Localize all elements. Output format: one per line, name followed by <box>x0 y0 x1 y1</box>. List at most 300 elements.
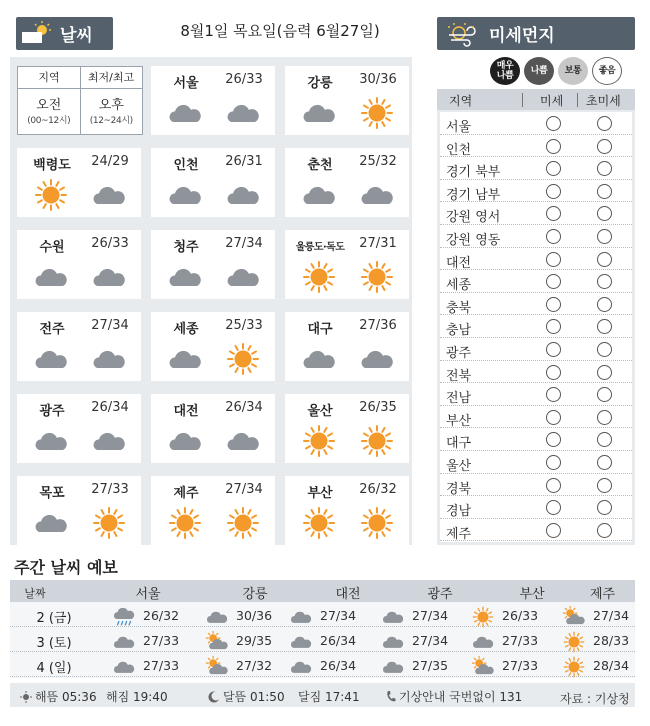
weekly-head-city: 제주 <box>589 587 616 602</box>
pm-weather <box>91 178 127 212</box>
city-card <box>151 394 275 463</box>
city-temp: 27/33 <box>91 482 129 497</box>
sun-icon <box>359 424 395 458</box>
cloud-icon <box>380 631 406 653</box>
cloud-icon <box>167 260 203 294</box>
sun-icon <box>561 631 587 653</box>
dust-region-name: 제주 <box>446 526 472 542</box>
city-card <box>151 312 275 381</box>
legend-pm: 오후 <box>98 98 124 113</box>
data-source: 자료 : 기상청 <box>560 692 630 706</box>
dust-region-name: 세종 <box>446 278 472 294</box>
weekly-temp: 27/34 <box>412 633 449 648</box>
city-name: 세종 <box>173 322 199 337</box>
pm25-status-circle <box>597 252 612 267</box>
cloud-icon <box>225 260 261 294</box>
sun-icon <box>359 506 395 540</box>
city-name: 울산 <box>307 404 333 419</box>
dust-region-name: 서울 <box>446 120 472 135</box>
city-name: 제주 <box>173 486 199 501</box>
pm-weather <box>359 96 395 130</box>
dust-level-very-bad: 매우 나쁨 <box>490 57 520 85</box>
weekly-temp: 26/34 <box>320 658 357 673</box>
cloud-icon <box>359 178 395 212</box>
pm10-status-circle <box>546 319 561 334</box>
city-temp: 26/34 <box>225 400 263 415</box>
pm25-status-circle <box>597 274 612 289</box>
cloud-icon <box>91 260 127 294</box>
pm25-status-circle <box>597 455 612 470</box>
sun-icon <box>301 424 337 458</box>
weekly-cell <box>198 629 288 651</box>
weekly-temp: 28/34 <box>593 658 630 673</box>
pm-weather <box>359 342 395 376</box>
weekly-temp: 26/33 <box>502 608 539 623</box>
weekly-temp: 27/35 <box>412 658 449 673</box>
dust-table-header <box>437 89 635 110</box>
am-weather <box>167 342 203 376</box>
weekly-table <box>10 602 635 678</box>
dust-row <box>440 474 632 497</box>
cloud-icon <box>301 342 337 376</box>
weekly-temp: 27/33 <box>143 658 180 673</box>
city-name: 인천 <box>173 158 199 173</box>
dust-region-name: 인천 <box>446 142 472 158</box>
dust-region-name: 부산 <box>446 413 472 429</box>
dust-region-name: 전남 <box>446 391 472 407</box>
pm25-status-circle <box>597 116 612 131</box>
pm-weather <box>359 260 395 294</box>
pm10-status-circle <box>546 206 561 221</box>
weekly-temp: 29/35 <box>236 633 273 648</box>
pm25-status-circle <box>597 161 612 176</box>
weekly-temp: 26/34 <box>320 633 357 648</box>
weekly-day: 4 (일) <box>36 661 72 676</box>
pm25-status-circle <box>597 319 612 334</box>
dust-row <box>440 383 632 406</box>
pm25-status-circle <box>597 432 612 447</box>
am-weather <box>33 260 69 294</box>
city-name: 대구 <box>307 322 333 337</box>
weekly-row <box>10 627 635 652</box>
weekly-cell <box>282 629 372 651</box>
city-temp: 26/31 <box>225 154 263 169</box>
phone-icon <box>386 690 396 703</box>
pm10-status-circle <box>546 410 561 425</box>
dust-row <box>440 451 632 474</box>
city-card <box>285 312 409 381</box>
weekly-cell <box>374 604 464 626</box>
city-card <box>17 394 141 463</box>
weekly-temp: 27/33 <box>143 633 180 648</box>
pm10-status-circle <box>546 161 561 176</box>
city-name: 수원 <box>39 240 65 255</box>
pm25-status-circle <box>597 229 612 244</box>
weekly-day: 2 (금) <box>36 611 72 626</box>
city-temp: 27/34 <box>225 236 263 251</box>
date-line: 8월1일 목요일(음력 6월27일) <box>180 22 380 40</box>
pm10-status-circle <box>546 455 561 470</box>
cloud-icon <box>288 631 314 653</box>
city-name: 울릉도·독도 <box>295 242 345 253</box>
dust-row <box>440 248 632 271</box>
pm25-status-circle <box>597 410 612 425</box>
weekly-head-city: 대전 <box>335 587 361 602</box>
sun-cloud-icon <box>16 20 56 48</box>
cloud-icon <box>288 606 314 628</box>
am-weather <box>167 260 203 294</box>
city-card <box>151 230 275 299</box>
city-temp: 27/34 <box>91 318 129 333</box>
weekly-cell <box>282 604 372 626</box>
cloud-icon <box>225 96 261 130</box>
city-temp: 27/31 <box>359 236 397 251</box>
weekly-row <box>10 652 635 677</box>
weekly-head-city: 강릉 <box>242 587 268 602</box>
weekly-cell <box>464 604 554 626</box>
sun-icon <box>470 606 496 628</box>
city-temp: 30/36 <box>359 72 397 87</box>
dust-row <box>440 315 632 338</box>
pm-weather <box>359 506 395 540</box>
weekly-title: 주간 날씨 예보 <box>14 558 118 577</box>
pm25-status-circle <box>597 387 612 402</box>
cloud-icon <box>470 631 496 653</box>
weekly-cell <box>105 604 195 626</box>
dust-region-name: 강원 영동 <box>446 233 501 248</box>
footer-bar <box>10 683 635 707</box>
city-weather-panel <box>10 57 412 545</box>
dust-row <box>440 338 632 361</box>
dust-level-good: 좋음 <box>592 57 622 85</box>
am-weather <box>167 506 203 540</box>
dust-level-bad: 나쁨 <box>524 57 554 85</box>
am-weather <box>301 96 337 130</box>
am-weather <box>301 424 337 458</box>
weekly-cell <box>464 654 554 676</box>
pm-weather <box>91 342 127 376</box>
legend-minmax: 최저/최고 <box>87 71 135 84</box>
sunrise-time: 해뜸 05:36 <box>35 690 97 704</box>
city-temp: 26/33 <box>225 72 263 87</box>
pm10-status-circle <box>546 252 561 267</box>
pm-weather <box>225 178 261 212</box>
rain-icon <box>111 606 137 628</box>
city-temp: 26/35 <box>359 400 397 415</box>
pm-weather <box>225 260 261 294</box>
city-card <box>151 66 275 135</box>
legend-am: 오전 <box>36 98 62 113</box>
pm10-status-circle <box>546 184 561 199</box>
am-weather <box>167 178 203 212</box>
pm10-status-circle <box>546 500 561 515</box>
cloud-icon <box>33 260 69 294</box>
city-card <box>285 148 409 217</box>
dust-row <box>440 202 632 225</box>
am-weather <box>301 342 337 376</box>
city-temp: 27/36 <box>359 318 397 333</box>
weekly-temp: 27/34 <box>412 608 449 623</box>
city-name: 백령도 <box>33 158 71 173</box>
city-name: 대전 <box>173 404 199 419</box>
pm25-status-circle <box>597 523 612 538</box>
pm10-status-circle <box>546 274 561 289</box>
dust-row <box>440 135 632 158</box>
city-card <box>285 66 409 135</box>
weekly-temp: 26/32 <box>143 608 180 623</box>
moonrise-time: 달뜸 01:50 <box>223 690 285 704</box>
sunset-time: 해짐 19:40 <box>106 690 168 704</box>
city-name: 청주 <box>173 240 199 255</box>
sun-icon <box>301 506 337 540</box>
city-card <box>17 476 141 545</box>
cloud-icon <box>301 96 337 130</box>
cloud-icon <box>301 178 337 212</box>
pm-weather <box>359 424 395 458</box>
pm25-status-circle <box>597 342 612 357</box>
cloud-sun-icon <box>204 631 230 653</box>
dust-region-name: 울산 <box>446 459 472 474</box>
am-weather <box>301 178 337 212</box>
city-name: 강릉 <box>307 76 333 91</box>
pm10-status-circle <box>546 116 561 131</box>
cloud-icon <box>91 178 127 212</box>
weekly-row <box>10 602 635 627</box>
dust-row <box>440 225 632 248</box>
dust-row <box>440 519 632 542</box>
cloud-icon <box>111 631 137 653</box>
city-name: 광주 <box>39 404 65 419</box>
city-card <box>285 394 409 463</box>
pm10-status-circle <box>546 229 561 244</box>
dust-region-name: 강원 영서 <box>446 210 501 226</box>
weekly-cell <box>374 654 464 676</box>
dust-region-name: 충남 <box>446 323 472 339</box>
pm25-status-circle <box>597 184 612 199</box>
legend-region: 지역 <box>38 71 60 84</box>
dust-head-pm10: 미세 <box>540 94 564 108</box>
dust-region-name: 대구 <box>446 436 472 452</box>
sunrise-icon <box>20 691 32 703</box>
moonset-time: 달짐 17:41 <box>298 690 360 704</box>
am-weather <box>167 424 203 458</box>
dust-region-name: 광주 <box>446 346 472 361</box>
weekly-cell <box>198 654 288 676</box>
dust-row <box>440 112 632 135</box>
dust-table <box>437 89 635 545</box>
am-weather <box>301 506 337 540</box>
dust-level-legend <box>490 57 622 85</box>
weekly-cell <box>555 629 645 651</box>
cloud-icon <box>167 342 203 376</box>
city-card <box>17 312 141 381</box>
pm-weather <box>225 506 261 540</box>
dust-rows <box>440 112 632 542</box>
pm10-status-circle <box>546 387 561 402</box>
dust-row <box>440 496 632 519</box>
moon-icon <box>208 691 220 703</box>
weekly-header <box>10 580 635 602</box>
pm-weather <box>91 424 127 458</box>
pm10-status-circle <box>546 365 561 380</box>
legend-card <box>17 66 143 135</box>
cloud-icon <box>33 342 69 376</box>
cloud-icon <box>380 606 406 628</box>
weekly-head-city: 부산 <box>519 587 545 602</box>
weather-phone: 기상안내 국번없이 131 <box>399 690 523 704</box>
sun-icon <box>359 260 395 294</box>
am-weather <box>33 424 69 458</box>
city-temp: 25/33 <box>225 318 263 333</box>
cloud-icon <box>91 342 127 376</box>
dust-region-name: 전북 <box>446 368 472 384</box>
cloud-icon <box>33 506 69 540</box>
pm-weather <box>225 424 261 458</box>
pm-weather <box>91 506 127 540</box>
am-weather <box>167 96 203 130</box>
cloud-icon <box>167 178 203 212</box>
cloud-icon <box>111 656 137 678</box>
cloud-sun-icon <box>470 656 496 678</box>
dust-row <box>440 406 632 429</box>
city-temp: 26/33 <box>91 236 129 251</box>
weekly-cell <box>374 629 464 651</box>
pm10-status-circle <box>546 139 561 154</box>
city-temp: 27/34 <box>225 482 263 497</box>
dust-head-region: 지역 <box>449 94 473 108</box>
pm10-status-circle <box>546 523 561 538</box>
weekly-day: 3 (토) <box>36 636 72 651</box>
pm25-status-circle <box>597 206 612 221</box>
weekly-head-city: 광주 <box>427 587 453 602</box>
city-name: 서울 <box>173 76 199 91</box>
dust-row <box>440 180 632 203</box>
cloud-icon <box>225 424 261 458</box>
cloud-sun-icon <box>204 656 230 678</box>
cloud-icon <box>380 656 406 678</box>
pm10-status-circle <box>546 342 561 357</box>
city-name: 전주 <box>39 322 65 337</box>
dust-row <box>440 270 632 293</box>
pm-weather <box>225 96 261 130</box>
dust-row <box>440 157 632 180</box>
weekly-cell <box>464 629 554 651</box>
am-weather <box>33 342 69 376</box>
city-temp: 24/29 <box>91 154 129 169</box>
city-card <box>17 230 141 299</box>
cloud-icon <box>359 342 395 376</box>
am-weather <box>301 260 337 294</box>
city-name: 목포 <box>39 486 65 501</box>
dust-row <box>440 293 632 316</box>
weekly-cell <box>105 629 195 651</box>
weekly-temp: 30/36 <box>236 608 273 623</box>
dust-region-name: 경기 북부 <box>446 165 501 181</box>
dust-row <box>440 428 632 451</box>
city-name: 춘천 <box>307 158 333 173</box>
weekly-cell <box>555 604 645 626</box>
dust-region-name: 경북 <box>446 481 472 497</box>
city-card <box>151 476 275 545</box>
legend-pm-range: (12~24시) <box>89 116 133 126</box>
city-card <box>17 148 141 217</box>
cloud-icon <box>91 424 127 458</box>
cloud-icon <box>167 96 203 130</box>
weekly-head-date: 날짜 <box>24 587 46 600</box>
sun-icon <box>561 656 587 678</box>
pm25-status-circle <box>597 478 612 493</box>
weekly-cell <box>555 654 645 676</box>
dust-level-normal: 보통 <box>558 57 588 85</box>
city-card <box>285 476 409 545</box>
cloud-icon <box>204 606 230 628</box>
pm10-status-circle <box>546 432 561 447</box>
dust-label: 미세먼지 <box>489 26 555 46</box>
cloud-icon <box>225 178 261 212</box>
city-name: 부산 <box>307 486 333 501</box>
weekly-temp: 27/32 <box>236 658 273 673</box>
dust-region-name: 충북 <box>446 300 472 316</box>
pm-weather <box>359 178 395 212</box>
dust-region-name: 대전 <box>446 255 472 271</box>
weekly-temp: 27/33 <box>502 633 539 648</box>
pm25-status-circle <box>597 500 612 515</box>
am-weather <box>33 178 69 212</box>
weekly-temp: 27/33 <box>502 658 539 673</box>
city-temp: 26/34 <box>91 400 129 415</box>
city-temp: 26/32 <box>359 482 397 497</box>
sun-icon <box>167 506 203 540</box>
weekly-cell <box>282 654 372 676</box>
legend-am-range: (00~12시) <box>27 116 71 126</box>
cloud-icon <box>33 424 69 458</box>
dust-region-name: 경남 <box>446 504 472 520</box>
weather-label: 날씨 <box>60 26 93 46</box>
pm25-status-circle <box>597 139 612 154</box>
dust-region-name: 경기 남부 <box>446 187 501 203</box>
weekly-cell <box>105 654 195 676</box>
weekly-temp: 27/34 <box>320 608 357 623</box>
weekly-temp: 28/33 <box>593 633 630 648</box>
pm-weather <box>91 260 127 294</box>
pm-weather <box>225 342 261 376</box>
pm10-status-circle <box>546 297 561 312</box>
sun-icon <box>33 178 69 212</box>
weekly-head-city: 서울 <box>135 587 161 602</box>
city-temp: 25/32 <box>359 154 397 169</box>
sun-icon <box>225 506 261 540</box>
sun-icon <box>301 260 337 294</box>
weekly-temp: 27/34 <box>593 608 630 623</box>
dust-wind-icon <box>445 21 479 47</box>
cloud-icon <box>167 424 203 458</box>
sun-icon <box>91 506 127 540</box>
pm25-status-circle <box>597 365 612 380</box>
city-card <box>285 230 409 299</box>
weekly-cell <box>198 604 288 626</box>
pm25-status-circle <box>597 297 612 312</box>
sun-icon <box>225 342 261 376</box>
city-card <box>151 148 275 217</box>
dust-section-tag <box>437 17 635 50</box>
cloud-icon <box>288 656 314 678</box>
cloud-sun-icon <box>561 606 587 628</box>
pm10-status-circle <box>546 478 561 493</box>
dust-head-pm25: 초미세 <box>586 94 621 108</box>
am-weather <box>33 506 69 540</box>
sun-icon <box>359 96 395 130</box>
weather-section-tag <box>16 17 113 50</box>
